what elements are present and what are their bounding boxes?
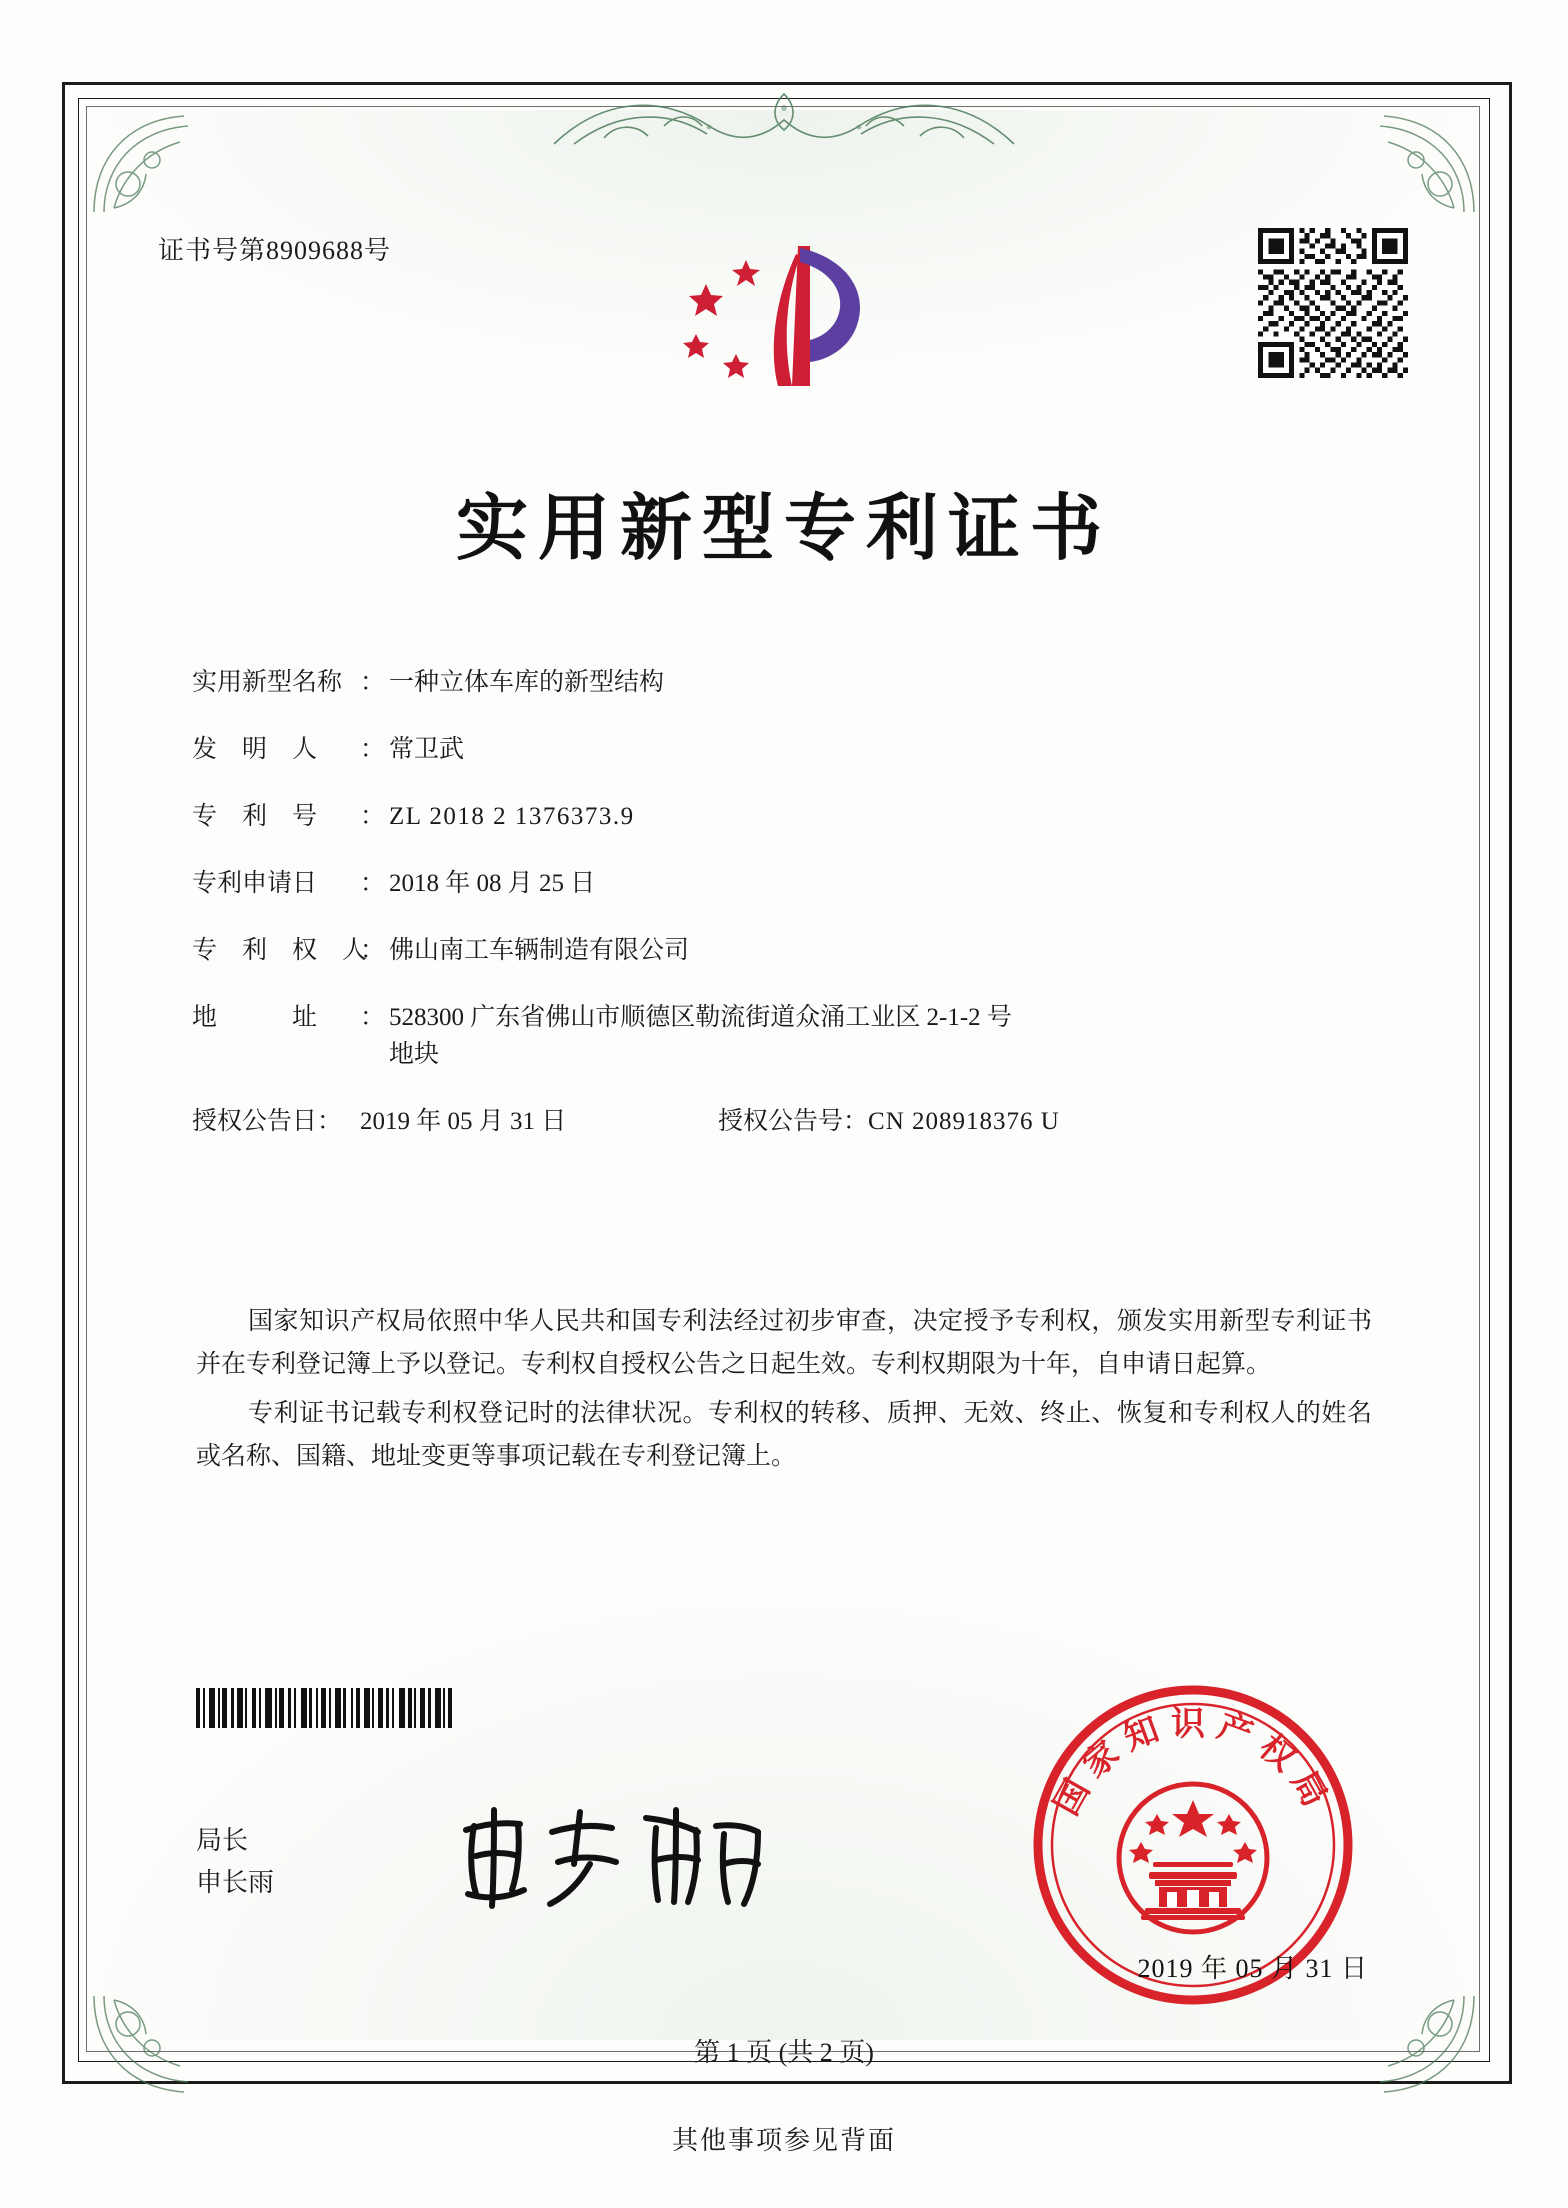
field-value-address-line2: 地块: [389, 1041, 440, 1068]
director-title-label: 局长: [196, 1826, 249, 1855]
field-row-patent-number: [192, 804, 1372, 829]
certificate-number: 证书号第8909688号: [158, 236, 392, 265]
field-row-utility-model-name: [192, 670, 1372, 695]
legal-paragraph-1: 国家知识产权局依照中华人民共和国专利法经过初步审查，决定授予专利权，颁发实用新型专利证书并在专利登记簿上予以登记。专利权自授权公告之日起生效。专利权期限为十年，自申请日起算。: [196, 1308, 1372, 1378]
field-value-inventor: 常卫武: [389, 736, 465, 763]
corner-ornament-top-right: [1330, 108, 1480, 218]
certificate-fields: [192, 670, 1372, 1170]
field-colon-address: ：: [360, 1004, 386, 1031]
director-signature-block: [196, 1820, 274, 1903]
field-label-address: 地 址: [192, 1004, 318, 1031]
back-side-note: 其他事项参见背面: [671, 2126, 896, 2155]
field-value-grant-date: 2019 年 05 月 31 日: [360, 1108, 567, 1135]
top-ornament-decoration: [544, 86, 1024, 156]
director-name: 申长雨: [196, 1867, 275, 1897]
qr-code: [1258, 228, 1408, 378]
field-label-patentee: 专 利 权 人: [192, 937, 368, 964]
field-colon-utility-model-name: ：: [360, 669, 386, 696]
field-label-patent-number: 专 利 号: [192, 803, 318, 830]
field-label-application-date: 专利申请日: [192, 870, 318, 897]
page-title: 实用新型专利证书: [455, 485, 1112, 570]
field-colon-application-date: ：: [360, 870, 386, 897]
corner-ornament-top-left: [88, 108, 238, 218]
legal-text-block: [196, 1300, 1372, 1484]
handwritten-signature: [440, 1790, 780, 1920]
field-row-grant: [192, 1109, 1372, 1134]
field-label-utility-model-name: 实用新型名称: [192, 669, 343, 696]
field-row-address: [192, 1005, 1372, 1067]
field-label-grant-number: 授权公告号：: [718, 1108, 869, 1135]
field-value-address-line1: 528300 广东省佛山市顺德区勒流街道众涌工业区 2-1-2 号: [389, 1004, 1012, 1031]
field-value-grant-number: CN 208918376 U: [868, 1108, 1060, 1135]
cnipa-logo-icon: [660, 236, 900, 401]
field-value-patent-number: ZL 2018 2 1376373.9: [389, 803, 635, 830]
field-colon-patentee: ：: [360, 937, 386, 964]
page-number: 第 1 页 (共 2 页): [694, 2038, 874, 2067]
field-row-patentee: [192, 938, 1372, 963]
legal-paragraph-2: 专利证书记载专利权登记时的法律状况。专利权的转移、质押、无效、终止、恢复和专利权人的姓名或名称、国籍、地址变更等事项记载在专利登记簿上。: [196, 1400, 1372, 1470]
field-value-address: [389, 1005, 1372, 1067]
field-label-inventor: 发 明 人: [192, 736, 318, 763]
barcode: [196, 1688, 596, 1728]
field-colon-patent-number: ：: [360, 803, 386, 830]
field-colon-inventor: ：: [360, 736, 386, 763]
field-row-application-date: [192, 871, 1372, 896]
field-label-grant-date: 授权公告日：: [192, 1108, 343, 1135]
seal-date: 2019 年 05 月 31 日: [1137, 1954, 1368, 1983]
svg-text:国家知识产权局: 国家知识产权局: [1046, 1704, 1340, 1823]
field-row-inventor: [192, 737, 1372, 762]
field-value-application-date: 2018 年 08 月 25 日: [389, 870, 596, 897]
field-value-utility-model-name: 一种立体车库的新型结构: [389, 669, 665, 696]
field-value-patentee: 佛山南工车辆制造有限公司: [389, 937, 690, 964]
